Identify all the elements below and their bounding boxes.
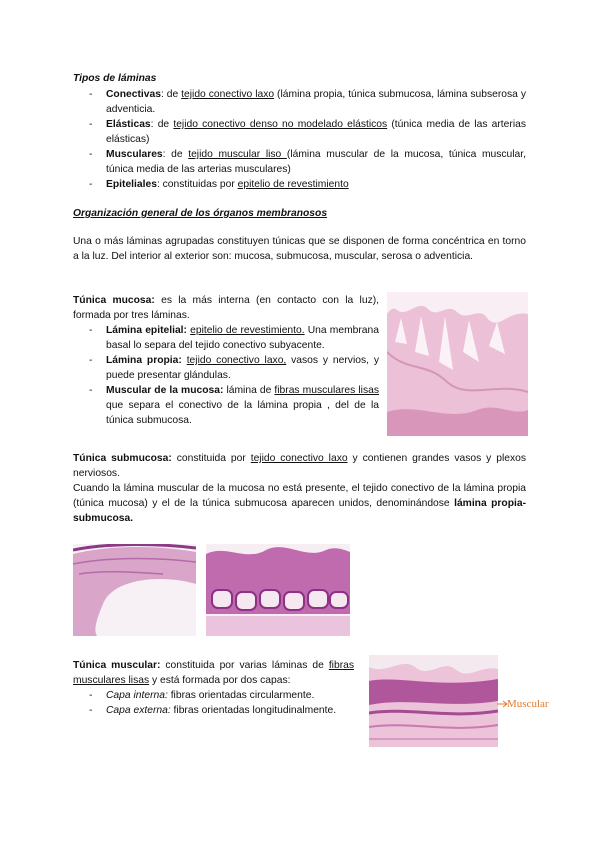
list-item: - Lámina propia: tejido conectivo laxo, vasos y nervios, y puede presentar glándulas. xyxy=(89,355,379,381)
list-item: - Epiteliales: constituidas por epitelio de revestimiento xyxy=(89,179,349,190)
list-item: - Capa externa: fibras orientadas longitudinalmente. xyxy=(89,705,337,716)
section-tunica-muscular: Túnica muscular: constituida por varias láminas de fibras musculares lisas y está formada por dos capas: - Capa interna: fibras orientadas circularmente. - Capa externa: fibras orientadas longitudinalmente. xyxy=(73,660,354,716)
section-heading: Tipos de láminas xyxy=(73,73,157,84)
muscular-annotation-label: Muscular xyxy=(507,698,549,710)
list-item: - Muscular de la mucosa: lámina de fibras musculares lisas que separa el conectivo de la lámina propia , del de la túnica submucosa. xyxy=(89,385,379,426)
section-heading: Organización general de los órganos membranosos xyxy=(73,208,328,219)
organizacion-paragraph: Una o más láminas agrupadas constituyen túnicas que se disponen de forma concéntrica en torno a la luz. Del interior al exterior son: mucosa, submucosa, muscular, serosa o adventicia. xyxy=(73,236,526,262)
list-item: - Lámina epitelial: epitelio de revestimiento. Una membrana basal lo separa del tejido conectivo subyacente. xyxy=(89,325,379,351)
muscular-histology-image xyxy=(369,655,498,747)
list-item: - Elásticas: de tejido conectivo denso no modelado elásticos (túnica media de las arterias elásticas) xyxy=(89,119,526,145)
list-item: - Conectivas: de tejido conectivo laxo (lámina propia, túnica submucosa, lámina subserosa y adventicia. xyxy=(89,89,526,115)
submucosa-histology-image-1 xyxy=(73,544,196,636)
list-item: - Musculares: de tejido muscular liso (lámina muscular de la mucosa, túnica muscular, túnica media de las arterias musculares) xyxy=(89,149,527,175)
section-tipos-laminas xyxy=(73,71,526,192)
list-item: - Capa interna: fibras orientadas circularmente. xyxy=(89,690,315,701)
section-tunica-submucosa: Túnica submucosa: constituida por tejido conectivo laxo y contienen grandes vasos y plexos nerviosos. Cuando la lámina muscular de la mucosa no está presente, el tejido conectivo de la lámina propia (túnica mucosa) y el de la túnica submucosa aparecen unidos, denominándose lámina propia-submucosa. xyxy=(73,453,527,524)
mucosa-histology-image xyxy=(387,292,528,436)
submucosa-histology-image-2 xyxy=(206,544,350,636)
section-tunica-mucosa: Túnica mucosa: es la más interna (en contacto con la luz), formada por tres láminas. - Lámina epitelial: epitelio de revestimiento. Una membrana basal lo separa del tejido conectivo subyacente. - Lámina propia: tejido conectivo laxo, vasos y nervios, y puede presentar glándulas. - Muscular de la mucosa: lámina de fibras musculares lisas que separa el conectivo de la lámina propia , del de la túnica submucosa. xyxy=(73,295,380,426)
